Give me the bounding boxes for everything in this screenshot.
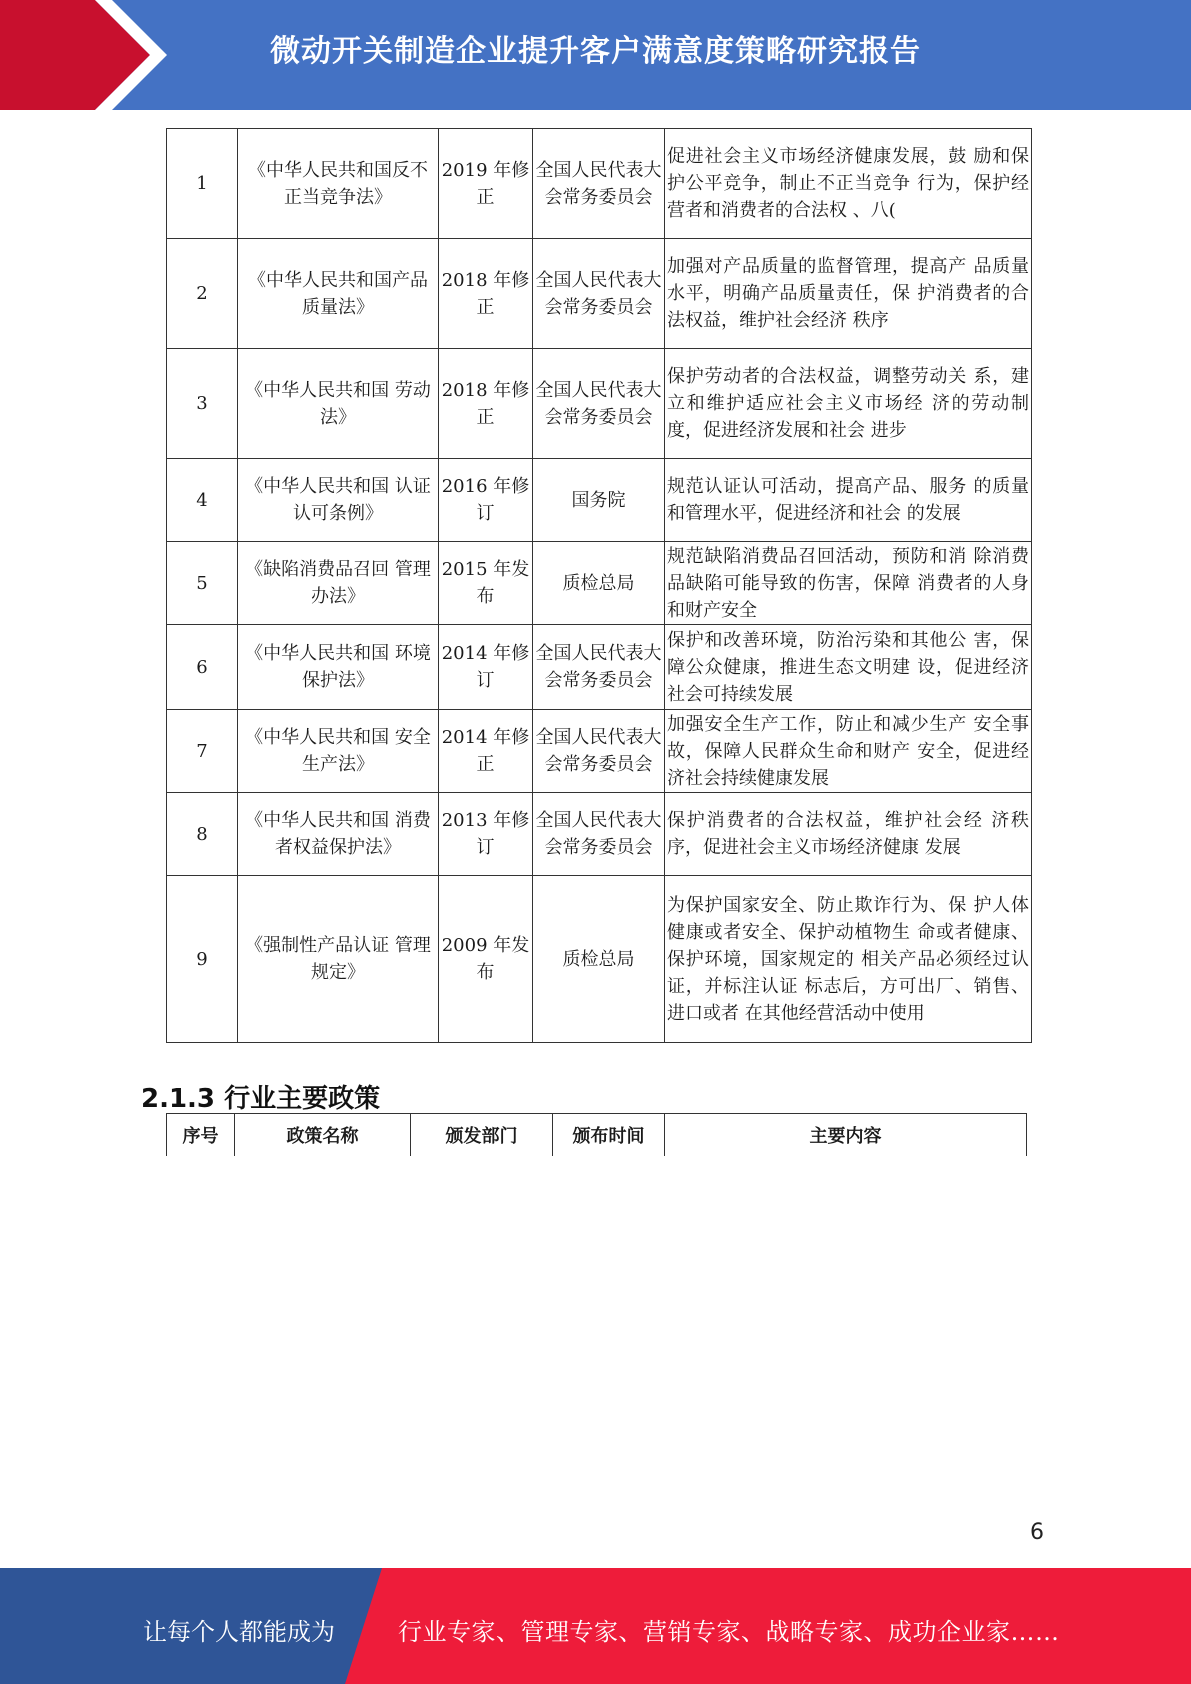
page-header bbox=[0, 0, 1191, 110]
row-number: 1 bbox=[167, 129, 238, 239]
law-content: 保护和改善环境，防治污染和其他公 害，保障公众健康，推进生态文明建 设，促进经济社会可持续发展 bbox=[665, 625, 1032, 710]
policy-table bbox=[166, 1113, 1027, 1156]
col-header-no: 序号 bbox=[167, 1114, 235, 1157]
law-name: 《中华人民共和国 环境保护法》 bbox=[238, 625, 439, 710]
row-number: 4 bbox=[167, 459, 238, 542]
table-row bbox=[167, 710, 1032, 793]
report-title: 微动开关制造企业提升客户满意度策略研究报告 bbox=[270, 34, 921, 69]
law-issuer: 全国人民代表大会常务委员会 bbox=[533, 710, 665, 793]
table-row bbox=[167, 239, 1032, 349]
footer-slogan-left: 让每个人都能成为 bbox=[143, 1618, 335, 1646]
col-header-date: 颁布时间 bbox=[553, 1114, 665, 1157]
row-number: 6 bbox=[167, 625, 238, 710]
law-year: 2009 年发布 bbox=[439, 876, 533, 1043]
row-number: 2 bbox=[167, 239, 238, 349]
law-year: 2014 年修订 bbox=[439, 625, 533, 710]
law-content: 为保护国家安全、防止欺诈行为、保 护人体健康或者安全、保护动植物生 命或者健康、保护环境，国家规定的 相关产品必须经过认证，并标注认证 标志后，方可出厂、销售、进口或者 在其他经营活动中使用 bbox=[665, 876, 1032, 1043]
law-content: 保护消费者的合法权益，维护社会经 济秩序，促进社会主义市场经济健康 发展 bbox=[665, 793, 1032, 876]
row-number: 3 bbox=[167, 349, 238, 459]
law-issuer: 全国人民代表大会常务委员会 bbox=[533, 625, 665, 710]
law-year: 2014 年修正 bbox=[439, 710, 533, 793]
law-name: 《中华人民共和国反不正当竞争法》 bbox=[238, 129, 439, 239]
table-row bbox=[167, 129, 1032, 239]
laws-table bbox=[166, 128, 1032, 1043]
law-name: 《中华人民共和国 消费者权益保护法》 bbox=[238, 793, 439, 876]
law-name: 《中华人民共和国 认证认可条例》 bbox=[238, 459, 439, 542]
row-number: 8 bbox=[167, 793, 238, 876]
law-name: 《中华人民共和国 安全生产法》 bbox=[238, 710, 439, 793]
table-row bbox=[167, 349, 1032, 459]
law-name: 《强制性产品认证 管理规定》 bbox=[238, 876, 439, 1043]
table-row bbox=[167, 793, 1032, 876]
law-name: 《中华人民共和国产品质量法》 bbox=[238, 239, 439, 349]
law-year: 2018 年修正 bbox=[439, 349, 533, 459]
law-content: 促进社会主义市场经济健康发展，鼓 励和保护公平竞争，制止不正当竞争 行为，保护经营者和消费者的合法权 、八( bbox=[665, 129, 1032, 239]
law-issuer: 质检总局 bbox=[533, 876, 665, 1043]
law-year: 2018 年修正 bbox=[439, 239, 533, 349]
footer-slogan-right: 行业专家、管理专家、营销专家、战略专家、成功企业家…… bbox=[398, 1618, 1060, 1646]
law-issuer: 质检总局 bbox=[533, 542, 665, 625]
law-content: 保护劳动者的合法权益，调整劳动关 系，建立和维护适应社会主义市场经 济的劳动制度，促进经济发展和社会 进步 bbox=[665, 349, 1032, 459]
table-row bbox=[167, 876, 1032, 1043]
col-header-content: 主要内容 bbox=[665, 1114, 1027, 1157]
law-content: 加强对产品质量的监督管理，提高产 品质量水平，明确产品质量责任，保 护消费者的合法权益，维护社会经济 秩序 bbox=[665, 239, 1032, 349]
row-number: 5 bbox=[167, 542, 238, 625]
law-year: 2016 年修订 bbox=[439, 459, 533, 542]
table-row bbox=[167, 459, 1032, 542]
page-number: 6 bbox=[1030, 1520, 1044, 1545]
law-issuer: 全国人民代表大会常务委员会 bbox=[533, 129, 665, 239]
law-issuer: 国务院 bbox=[533, 459, 665, 542]
page-footer bbox=[0, 1568, 1191, 1684]
law-name: 《缺陷消费品召回 管理办法》 bbox=[238, 542, 439, 625]
table-row bbox=[167, 625, 1032, 710]
table-row bbox=[167, 542, 1032, 625]
law-year: 2015 年发布 bbox=[439, 542, 533, 625]
law-name: 《中华人民共和国 劳动法》 bbox=[238, 349, 439, 459]
law-content: 加强安全生产工作，防止和减少生产 安全事故，保障人民群众生命和财产 安全，促进经济社会持续健康发展 bbox=[665, 710, 1032, 793]
law-issuer: 全国人民代表大会常务委员会 bbox=[533, 239, 665, 349]
law-year: 2019 年修正 bbox=[439, 129, 533, 239]
col-header-issuer: 颁发部门 bbox=[411, 1114, 553, 1157]
law-issuer: 全国人民代表大会常务委员会 bbox=[533, 349, 665, 459]
row-number: 9 bbox=[167, 876, 238, 1043]
law-content: 规范认证认可活动，提高产品、服务 的质量和管理水平，促进经济和社会 的发展 bbox=[665, 459, 1032, 542]
row-number: 7 bbox=[167, 710, 238, 793]
section-title: 2.1.3 行业主要政策 bbox=[141, 1084, 381, 1114]
policy-header-row bbox=[167, 1114, 1027, 1157]
law-content: 规范缺陷消费品召回活动，预防和消 除消费品缺陷可能导致的伤害，保障 消费者的人身和财产安全 bbox=[665, 542, 1032, 625]
col-header-policy-name: 政策名称 bbox=[235, 1114, 411, 1157]
law-issuer: 全国人民代表大会常务委员会 bbox=[533, 793, 665, 876]
law-year: 2013 年修订 bbox=[439, 793, 533, 876]
